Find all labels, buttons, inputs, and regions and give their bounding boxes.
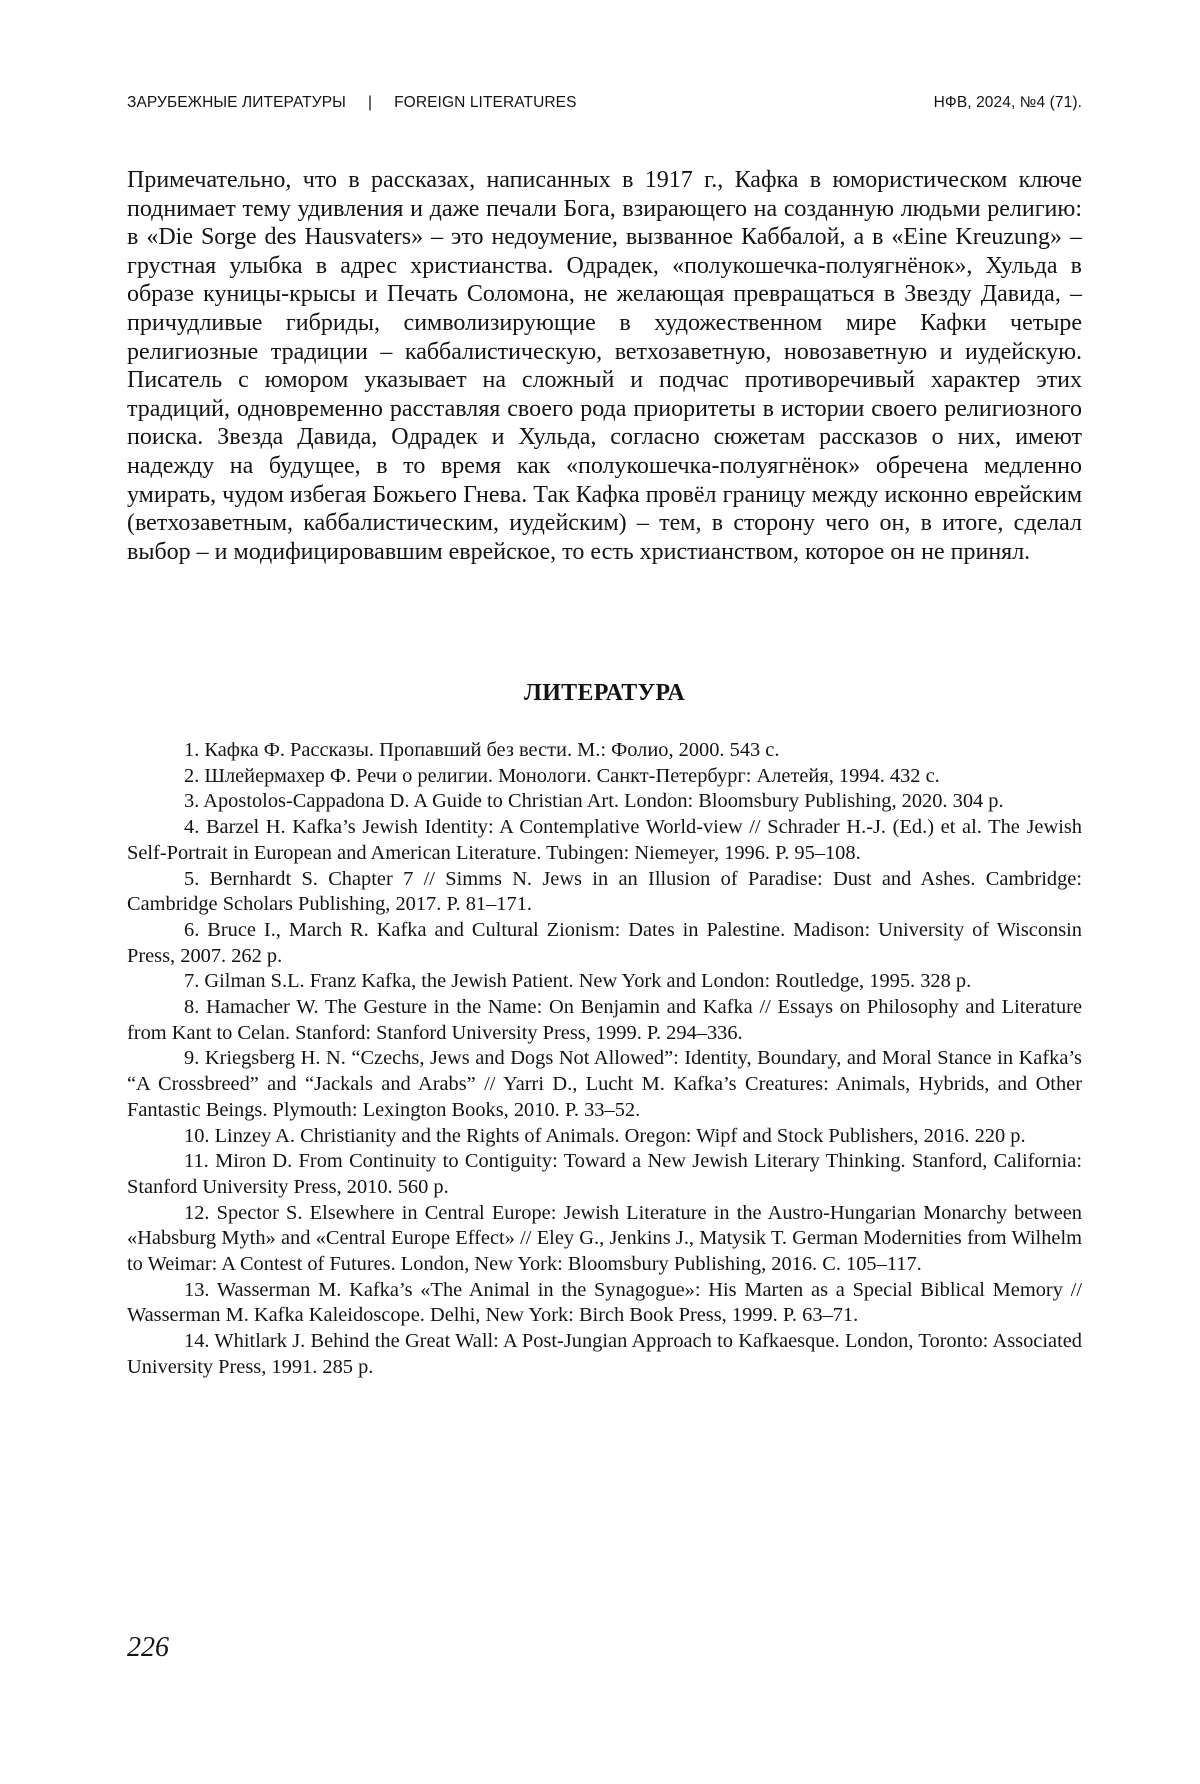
body-paragraph: Примечательно, что в рассказах, написанных в 1917 г., Кафка в юмористическом ключе поднимает тему удивления и даже печали Бога, взирающего на созданную людьми религию: в «Die Sorge des Hausvaters» – это недоумение, вызванное Каббалой, а в «Eine Kreuzung» – грустная улыбка в адрес христианства. Одрадек, «полукошечка-полуягнёнок», Хульда в образе куницы-крысы и Печать Соломона, не желающая превращаться в Звезду Давида, – причудливые гибриды, символизирующие в художественном мире Кафки четыре религиозные традиции – каббалистическую, ветхозаветную, новозаветную и иудейскую. Писатель с юмором указывает на сложный и подчас противоречивый характер этих традиций, одновременно расставляя своего рода приоритеты в истории своего религиозного поиска. Звезда Давида, Одрадек и Хульда, согласно сюжетам рассказов о них, имеют надежду на будущее, в то время как «полукошечка-полуягнёнок» обречена медленно умирать, чудом избегая Божьего Гнева. Так Кафка провёл границу между исконно еврейским (ветхозаветным, каббалистическим, иудейским) – тем, в сторону чего он, в итоге, сделал выбор – и модифицировавшим еврейское, то есть христианством, которое он не принял.	[127, 167, 1082, 565]
section-title-en: FOREIGN LITERATURES	[394, 94, 577, 111]
journal-issue: НФВ, 2024, №4 (71).	[933, 94, 1082, 111]
running-header	[127, 94, 1082, 118]
reference-item: 5. Bernhardt S. Chapter 7 // Simms N. Jews in an Illusion of Paradise: Dust and Ashes. Cambridge: Cambridge Scholars Publishing, 2017. P. 81–171.	[127, 867, 1082, 916]
reference-item: 8. Hamacher W. The Gesture in the Name: On Benjamin and Kafka // Essays on Philosophy and Literature from Kant to Celan. Stanford: Stanford University Press, 1999. P. 294–336.	[127, 996, 1082, 1044]
reference-item: 6. Bruce I., March R. Kafka and Cultural Zionism: Dates in Palestine. Madison: University of Wisconsin Press, 2007. 262 p.	[127, 918, 1082, 967]
reference-item: 13. Wasserman M. Kafka’s «The Animal in the Synagogue»: His Marten as a Special Biblical Memory // Wasserman M. Kafka Kaleidoscope. Delhi, New York: Birch Book Press, 1999. P. 63–71.	[127, 1278, 1082, 1327]
reference-item: 10. Linzey A. Christianity and the Rights of Animals. Oregon: Wipf and Stock Publishers, 2016. 220 p.	[184, 1124, 1026, 1147]
references-list	[127, 738, 1082, 1381]
reference-item: 3. Apostolos-Cappadona D. A Guide to Christian Art. London: Bloomsbury Publishing, 2020. 304 p.	[184, 790, 1004, 813]
reference-item: 11. Miron D. From Continuity to Contiguity: Toward a New Jewish Literary Thinking. Stanford, California: Stanford University Press, 2010. 560 p.	[127, 1150, 1082, 1198]
reference-item: 14. Whitlark J. Behind the Great Wall: A Post-Jungian Approach to Kafkaesque. London, Toronto: Associated University Press, 1991. 285 p.	[127, 1330, 1082, 1378]
header-separator: |	[367, 94, 373, 111]
reference-item: 7. Gilman S.L. Franz Kafka, the Jewish Patient. New York and London: Routledge, 1995. 328 p.	[184, 970, 972, 993]
running-header-left	[127, 94, 577, 112]
reference-item: 12. Spector S. Elsewhere in Central Europe: Jewish Literature in the Austro-Hungarian Monarchy between «Habsburg Myth» and «Central Europe Effect» // Eley G., Jenkins J., Matysik T. German Modernities from Wilhelm to Weimar: A Contest of Futures. London, New York: Bloomsbury Publishing, 2016. С. 105–117.	[127, 1201, 1082, 1276]
section-title-ru: ЗАРУБЕЖНЫЕ ЛИТЕРАТУРЫ	[127, 94, 346, 111]
references-heading: ЛИТЕРАТУРА	[524, 680, 685, 706]
reference-item: 2. Шлейермахер Ф. Речи о религии. Монологи. Санкт-Петербург: Алетейя, 1994. 432 с.	[184, 764, 940, 787]
reference-item: 4. Barzel H. Kafka’s Jewish Identity: A Contemplative World-view // Schrader H.-J. (Ed.) et al. The Jewish Self-Portrait in European and American Literature. Tubingen: Niemeyer, 1996. P. 95–108.	[127, 816, 1082, 864]
reference-item: 1. Кафка Ф. Рассказы. Пропавший без вести. М.: Фолио, 2000. 543 с.	[184, 739, 780, 761]
page-number: 226	[127, 1632, 169, 1663]
reference-item: 9. Kriegsberg H. N. “Czechs, Jews and Dogs Not Allowed”: Identity, Boundary, and Moral Stance in Kafka’s “A Crossbreed” and “Jackals and Arabs” // Yarri D., Lucht M. Kafka’s Creatures: Animals, Hybrids, and Other Fantastic Beings. Plymouth: Lexington Books, 2010. P. 33–52.	[127, 1047, 1082, 1121]
